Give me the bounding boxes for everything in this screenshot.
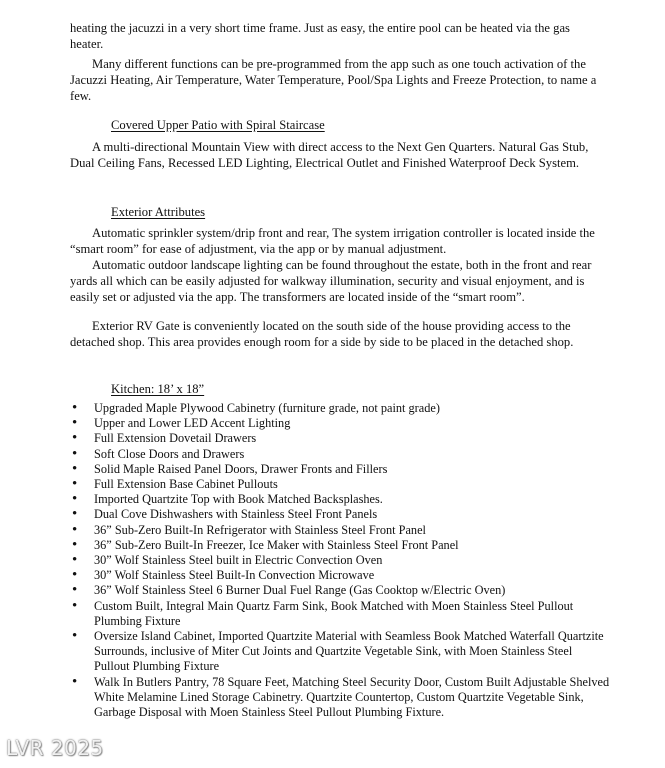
paragraph-landscape-lighting: Automatic outdoor landscape lighting can be found throughout the estate, both in the front and rear yards all which can be easily adjusted for walkway illumination, security and visual enjoyment, and is easily set or adjusted via the app. The transformers are located inside of the “smart room”. <box>70 258 592 305</box>
list-item: • 36” Sub-Zero Built-In Freezer, Ice Maker with Stainless Steel Front Panel <box>70 538 610 553</box>
heading-kitchen: Kitchen: 18’ x 18” <box>111 382 205 396</box>
heading-exterior-attributes: Exterior Attributes <box>111 205 206 219</box>
list-item: • Upgraded Maple Plywood Cabinetry (furniture grade, not paint grade) <box>70 401 610 416</box>
list-item: • Full Extension Base Cabinet Pullouts <box>70 477 610 492</box>
list-item: • 36” Sub-Zero Built-In Refrigerator with Stainless Steel Front Panel <box>70 523 610 538</box>
list-item: • Oversize Island Cabinet, Imported Quartzite Material with Seamless Book Matched Waterfall Quartzite Surrounds, inclusive of Miter Cut Joints and Quartzite Vegetable Sink, with Moen Stainless Steel Pullout Plumbing Fixture <box>70 629 610 675</box>
list-item: • 36” Wolf Stainless Steel 6 Burner Dual Fuel Range (Gas Cooktop w/Electric Oven) <box>70 583 610 598</box>
watermark: LVR 2025 <box>6 736 104 760</box>
paragraph-app-functions: Many different functions can be pre-programmed from the app such as one touch activation of the Jacuzzi Heating, Air Temperature, Water Temperature, Pool/Spa Lights and Freeze Protection, to name a few. <box>70 57 597 104</box>
list-item: • Upper and Lower LED Accent Lighting <box>70 416 610 431</box>
kitchen-feature-list <box>70 401 610 720</box>
paragraph-patio: A multi-directional Mountain View with direct access to the Next Gen Quarters. Natural Gas Stub, Dual Ceiling Fans, Recessed LED Lighting, Electrical Outlet and Finished Waterproof Deck System. <box>70 140 589 171</box>
heading-covered-patio: Covered Upper Patio with Spiral Staircase <box>111 118 325 132</box>
list-item: • Solid Maple Raised Panel Doors, Drawer Fronts and Fillers <box>70 462 610 477</box>
list-item: • Dual Cove Dishwashers with Stainless Steel Front Panels <box>70 507 610 522</box>
list-item: • Full Extension Dovetail Drawers <box>70 431 610 446</box>
list-item: • 30” Wolf Stainless Steel Built-In Convection Microwave <box>70 568 610 583</box>
paragraph-rv-gate: Exterior RV Gate is conveniently located on the south side of the house providing access to the detached shop. This area provides enough room for a side by side to be placed in the detached shop. <box>70 319 574 350</box>
list-item: • Custom Built, Integral Main Quartz Farm Sink, Book Matched with Moen Stainless Steel Pullout Plumbing Fixture <box>70 599 610 629</box>
list-item: • 30” Wolf Stainless Steel built in Electric Convection Oven <box>70 553 610 568</box>
paragraph-jacuzzi-heating: heating the jacuzzi in a very short time frame. Just as easy, the entire pool can be heated via the gas heater. <box>70 21 570 52</box>
list-item: • Soft Close Doors and Drawers <box>70 447 610 462</box>
list-item: • Imported Quartzite Top with Book Matched Backsplashes. <box>70 492 610 507</box>
list-item: • Walk In Butlers Pantry, 78 Square Feet, Matching Steel Security Door, Custom Built Adjustable Shelved White Melamine Lined Storage Cabinetry. Quartzite Countertop, Custom Quartzite Vegetable Sink, Garbage Disposal with Moen Stainless Steel Pullout Plumbing Fixture. <box>70 675 610 721</box>
paragraph-sprinkler: Automatic sprinkler system/drip front and rear, The system irrigation controller is located inside the “smart room” for ease of adjustment, via the app or by manual adjustment. <box>70 226 595 257</box>
